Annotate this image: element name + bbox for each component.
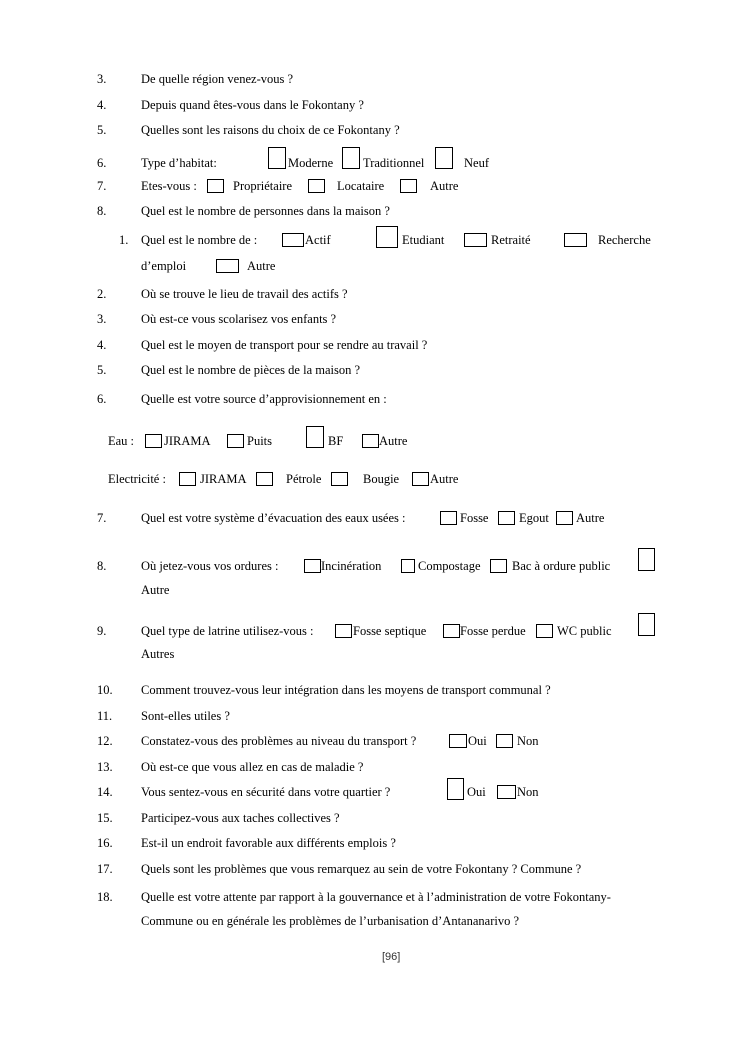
question-text: Comment trouvez-vous leur intégration dans les moyens de transport communal ? xyxy=(141,683,551,697)
question-text: Où est-ce que vous allez en cas de maladie ? xyxy=(141,760,364,774)
eau-label: Eau : xyxy=(108,434,135,448)
question-number: 2. xyxy=(97,287,107,301)
question-text: Depuis quand êtes-vous dans le Fokontany ? xyxy=(141,98,364,112)
question-text: Quel est le nombre de pièces de la maison ? xyxy=(141,363,361,377)
question-number: 7. xyxy=(97,179,107,193)
question-text: Quels sont les problèmes que vous remarquez au sein de votre Fokontany ? Commune ? xyxy=(141,862,582,876)
checkbox-fosse[interactable] xyxy=(440,511,457,525)
option-label: Bougie xyxy=(363,472,400,486)
checkbox-non[interactable] xyxy=(496,734,513,748)
question-text: Quel est le nombre de personnes dans la maison ? xyxy=(141,204,390,218)
option-label: Retraité xyxy=(491,233,531,247)
checkbox-traditionnel[interactable] xyxy=(342,147,360,169)
question-number: 10. xyxy=(97,683,113,697)
checkbox-oui[interactable] xyxy=(449,734,467,748)
checkbox-autre[interactable] xyxy=(216,259,239,273)
question-text: Où se trouve le lieu de travail des actifs ? xyxy=(141,287,348,301)
question-text: Quel type de latrine utilisez-vous : xyxy=(141,624,314,638)
question-number: 4. xyxy=(97,98,107,112)
option-label: Neuf xyxy=(464,156,489,170)
checkbox-eau-bf[interactable] xyxy=(306,426,324,448)
question-text-continued: d’emploi xyxy=(141,259,187,273)
question-number: 3. xyxy=(97,72,107,86)
question-text: Quel est le nombre de : xyxy=(141,233,258,247)
checkbox-retraite[interactable] xyxy=(464,233,487,247)
question-number: 11. xyxy=(97,709,113,723)
question-number: 3. xyxy=(97,312,107,326)
checkbox-elec-petrole[interactable] xyxy=(256,472,273,486)
question-text: Quel est le moyen de transport pour se rendre au travail ? xyxy=(141,338,428,352)
question-number: 15. xyxy=(97,811,113,825)
question-number: 13. xyxy=(97,760,113,774)
question-text: Constatez-vous des problèmes au niveau du transport ? xyxy=(141,734,417,748)
checkbox-bac-ordure-public[interactable] xyxy=(490,559,507,573)
option-label: Compostage xyxy=(418,559,481,573)
checkbox-eau-autre[interactable] xyxy=(362,434,379,448)
question-number: 8. xyxy=(97,204,107,218)
option-label: Recherche xyxy=(598,233,651,247)
checkbox-autre[interactable] xyxy=(400,179,417,193)
question-text: Où est-ce vous scolarisez vos enfants ? xyxy=(141,312,337,326)
question-number: 9. xyxy=(97,624,107,638)
checkbox-eau-puits[interactable] xyxy=(227,434,244,448)
question-text: Est-il un endroit favorable aux différents emplois ? xyxy=(141,836,396,850)
checkbox-elec-autre[interactable] xyxy=(412,472,429,486)
question-number: 14. xyxy=(97,785,113,799)
question-number: 6. xyxy=(97,156,107,170)
checkbox-compostage[interactable] xyxy=(401,559,415,573)
option-label: Puits xyxy=(247,434,273,448)
option-label: WC public xyxy=(557,624,612,638)
option-label: BF xyxy=(328,434,344,448)
question-text: Quelles sont les raisons du choix de ce Fokontany ? xyxy=(141,123,400,137)
option-label: Locataire xyxy=(337,179,385,193)
question-text: Quelle est votre source d’approvisionnement en : xyxy=(141,392,387,406)
question-number: 4. xyxy=(97,338,107,352)
question-number: 16. xyxy=(97,836,113,850)
question-number: 1. xyxy=(119,233,129,247)
option-label: Fosse perdue xyxy=(460,624,526,638)
option-label: Bac à ordure public xyxy=(512,559,611,573)
question-number: 6. xyxy=(97,392,107,406)
checkbox-eau-jirama[interactable] xyxy=(145,434,162,448)
checkbox-non[interactable] xyxy=(497,785,516,799)
checkbox-incineration[interactable] xyxy=(304,559,321,573)
option-label: JIRAMA xyxy=(164,434,211,448)
checkbox-proprietaire[interactable] xyxy=(207,179,224,193)
question-text: De quelle région venez-vous ? xyxy=(141,72,294,86)
option-label: Actif xyxy=(305,233,331,247)
question-text: Où jetez-vous vos ordures : xyxy=(141,559,279,573)
checkbox-egout[interactable] xyxy=(498,511,515,525)
option-label: Autre xyxy=(247,259,276,273)
checkbox-autres[interactable] xyxy=(638,613,655,636)
question-text: Type d’habitat: xyxy=(141,156,217,170)
option-label: Non xyxy=(517,734,539,748)
option-label: Autre xyxy=(430,472,459,486)
checkbox-autre[interactable] xyxy=(638,548,655,571)
checkbox-etudiant[interactable] xyxy=(376,226,398,248)
question-text-continued: Autres xyxy=(141,647,175,661)
option-label: Fosse xyxy=(460,511,489,525)
option-label: Oui xyxy=(468,734,487,748)
option-label: Autre xyxy=(379,434,408,448)
option-label: Traditionnel xyxy=(363,156,425,170)
option-label: Pétrole xyxy=(286,472,322,486)
option-label: Autre xyxy=(430,179,459,193)
checkbox-elec-bougie[interactable] xyxy=(331,472,348,486)
question-text: Sont-elles utiles ? xyxy=(141,709,230,723)
option-label: Incinération xyxy=(321,559,382,573)
question-number: 12. xyxy=(97,734,113,748)
electricite-label: Electricité : xyxy=(108,472,166,486)
option-label: JIRAMA xyxy=(200,472,247,486)
checkbox-actif[interactable] xyxy=(282,233,304,247)
checkbox-moderne[interactable] xyxy=(268,147,286,169)
question-number: 17. xyxy=(97,862,113,876)
question-text: Etes-vous : xyxy=(141,179,197,193)
page-number: [96] xyxy=(382,951,401,963)
checkbox-elec-jirama[interactable] xyxy=(179,472,196,486)
option-label: Etudiant xyxy=(402,233,445,247)
checkbox-neuf[interactable] xyxy=(435,147,453,169)
question-text-continued: Autre xyxy=(141,583,170,597)
checkbox-autre[interactable] xyxy=(556,511,573,525)
question-number: 8. xyxy=(97,559,107,573)
checkbox-oui[interactable] xyxy=(447,778,464,800)
question-text: Participez-vous aux taches collectives ? xyxy=(141,811,340,825)
option-label: Moderne xyxy=(288,156,334,170)
checkbox-recherche-emploi[interactable] xyxy=(564,233,587,247)
question-number: 7. xyxy=(97,511,107,525)
checkbox-fosse-perdue[interactable] xyxy=(443,624,460,638)
option-label: Non xyxy=(517,785,539,799)
option-label: Oui xyxy=(467,785,486,799)
question-text: Quelle est votre attente par rapport à la gouvernance et à l’administration de votre Fokontany- xyxy=(141,890,611,904)
option-label: Autre xyxy=(576,511,605,525)
checkbox-locataire[interactable] xyxy=(308,179,325,193)
option-label: Egout xyxy=(519,511,549,525)
question-text-continued: Commune ou en générale les problèmes de l’urbanisation d’Antananarivo ? xyxy=(141,914,520,928)
question-text: Quel est votre système d’évacuation des eaux usées : xyxy=(141,511,406,525)
checkbox-fosse-septique[interactable] xyxy=(335,624,352,638)
question-number: 5. xyxy=(97,363,107,377)
checkbox-wc-public[interactable] xyxy=(536,624,553,638)
question-text: Vous sentez-vous en sécurité dans votre quartier ? xyxy=(141,785,391,799)
option-label: Fosse septique xyxy=(353,624,427,638)
question-number: 18. xyxy=(97,890,113,904)
question-number: 5. xyxy=(97,123,107,137)
option-label: Propriétaire xyxy=(233,179,293,193)
